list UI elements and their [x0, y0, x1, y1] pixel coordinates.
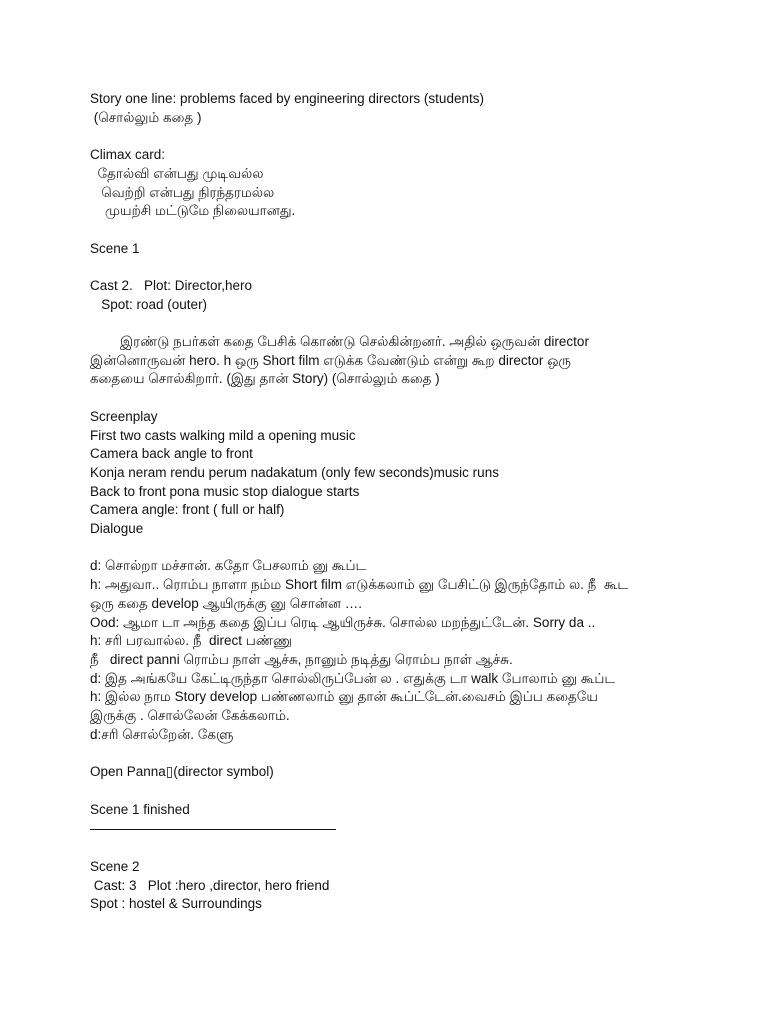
synopsis-line: இன்னொருவன் hero. h ஒரு Short film எடுக்க வேண்டும் என்று கூற director ஒரு — [90, 352, 571, 368]
dialogue-line: h: சரி பரவால்ல. நீ direct பண்ணு — [90, 633, 292, 649]
dialogue-line: h: அதுவா.. ரொம்ப நாளா நம்ம Short film எடுக்கலாம் னு பேசிட்டு இருந்தோம் ல. நீ கூட — [90, 577, 629, 593]
scene-2-cast: Cast: 3 Plot :hero ,director, hero friend — [90, 877, 330, 893]
horizontal-rule — [90, 829, 336, 830]
screenplay-line: Konja neram rendu perum nadakatum (only few seconds)music runs — [90, 464, 499, 480]
scene-1-spot: Spot: road (outer) — [90, 296, 208, 312]
dialogue-line: நீ direct panni ரொம்ப நாள் ஆச்சு, நானும் நடித்து ரொம்ப நாள் ஆச்சு. — [90, 652, 513, 667]
dialogue-line: d:சரி சொல்றேன். கேளு — [90, 726, 234, 742]
scene-2-title: Scene 2 — [90, 858, 140, 874]
story-line: Story one line: problems faced by engineering directors (students) — [90, 91, 484, 106]
scene-2-spot: Spot : hostel & Surroundings — [90, 896, 262, 912]
dialogue-line: Ood: ஆமா டா அந்த கதை இப்ப ரெடி ஆயிருச்சு. சொல்ல மறந்துட்டேன். Sorry da .. — [90, 614, 596, 630]
dialogue-line: d: சொல்றா மச்சான். கதோ பேசலாம் னு கூப்ட — [90, 558, 367, 574]
screenplay-line: Camera angle: front ( full or half) — [90, 502, 285, 518]
climax-label: Climax card: — [90, 147, 166, 163]
dialogue-line: d: இத அங்கயே கேட்டிருந்தா சொல்லிருப்பேன் ல . எதுக்கு டா walk போலாம் னு கூப்ட — [90, 670, 616, 686]
synopsis-line: கதையை சொல்கிறார். (இது தான் Story) (சொல்லும் கதை ) — [90, 371, 440, 387]
dialogue-line: இருக்கு . சொல்லேன் கேக்கலாம். — [90, 708, 290, 724]
dialogue-line: ஒரு கதை develop ஆயிருக்கு னு சொன்ன …. — [90, 595, 362, 611]
climax-line: முயற்சி மட்டுமே நிலையானது. — [90, 203, 296, 219]
document-page — [90, 90, 730, 914]
dialogue-heading: Dialogue — [90, 521, 144, 537]
dialogue-line: h: இல்ல நாம Story develop பண்ணலாம் னு தான் கூப்ட்டேன்.வைசம் இப்ப கதையே — [90, 689, 598, 705]
scene-1-finished: Scene 1 finished — [90, 801, 190, 817]
climax-line: தோல்வி என்பது முடிவல்ல — [90, 165, 264, 181]
screenplay-line: Camera back angle to front — [90, 446, 253, 462]
scene-1-title: Scene 1 — [90, 240, 140, 256]
screenplay-line: First two casts walking mild a opening music — [90, 427, 356, 443]
story-tamil: (சொல்லும் கதை ) — [90, 109, 202, 125]
scene-1-cast: Cast 2. Plot: Director,hero — [90, 277, 253, 293]
climax-line: வெற்றி என்பது நிரந்தரமல்ல — [90, 184, 275, 200]
screenplay-line: Back to front pona music stop dialogue starts — [90, 483, 360, 499]
screenplay-heading: Screenplay — [90, 408, 158, 424]
synopsis-line: இரண்டு நபர்கள் கதை பேசிக் கொண்டு செல்கின்றனர். அதில் ஒருவன் director — [90, 334, 589, 350]
open-panna-line: Open Panna▯(director symbol) — [90, 764, 274, 780]
